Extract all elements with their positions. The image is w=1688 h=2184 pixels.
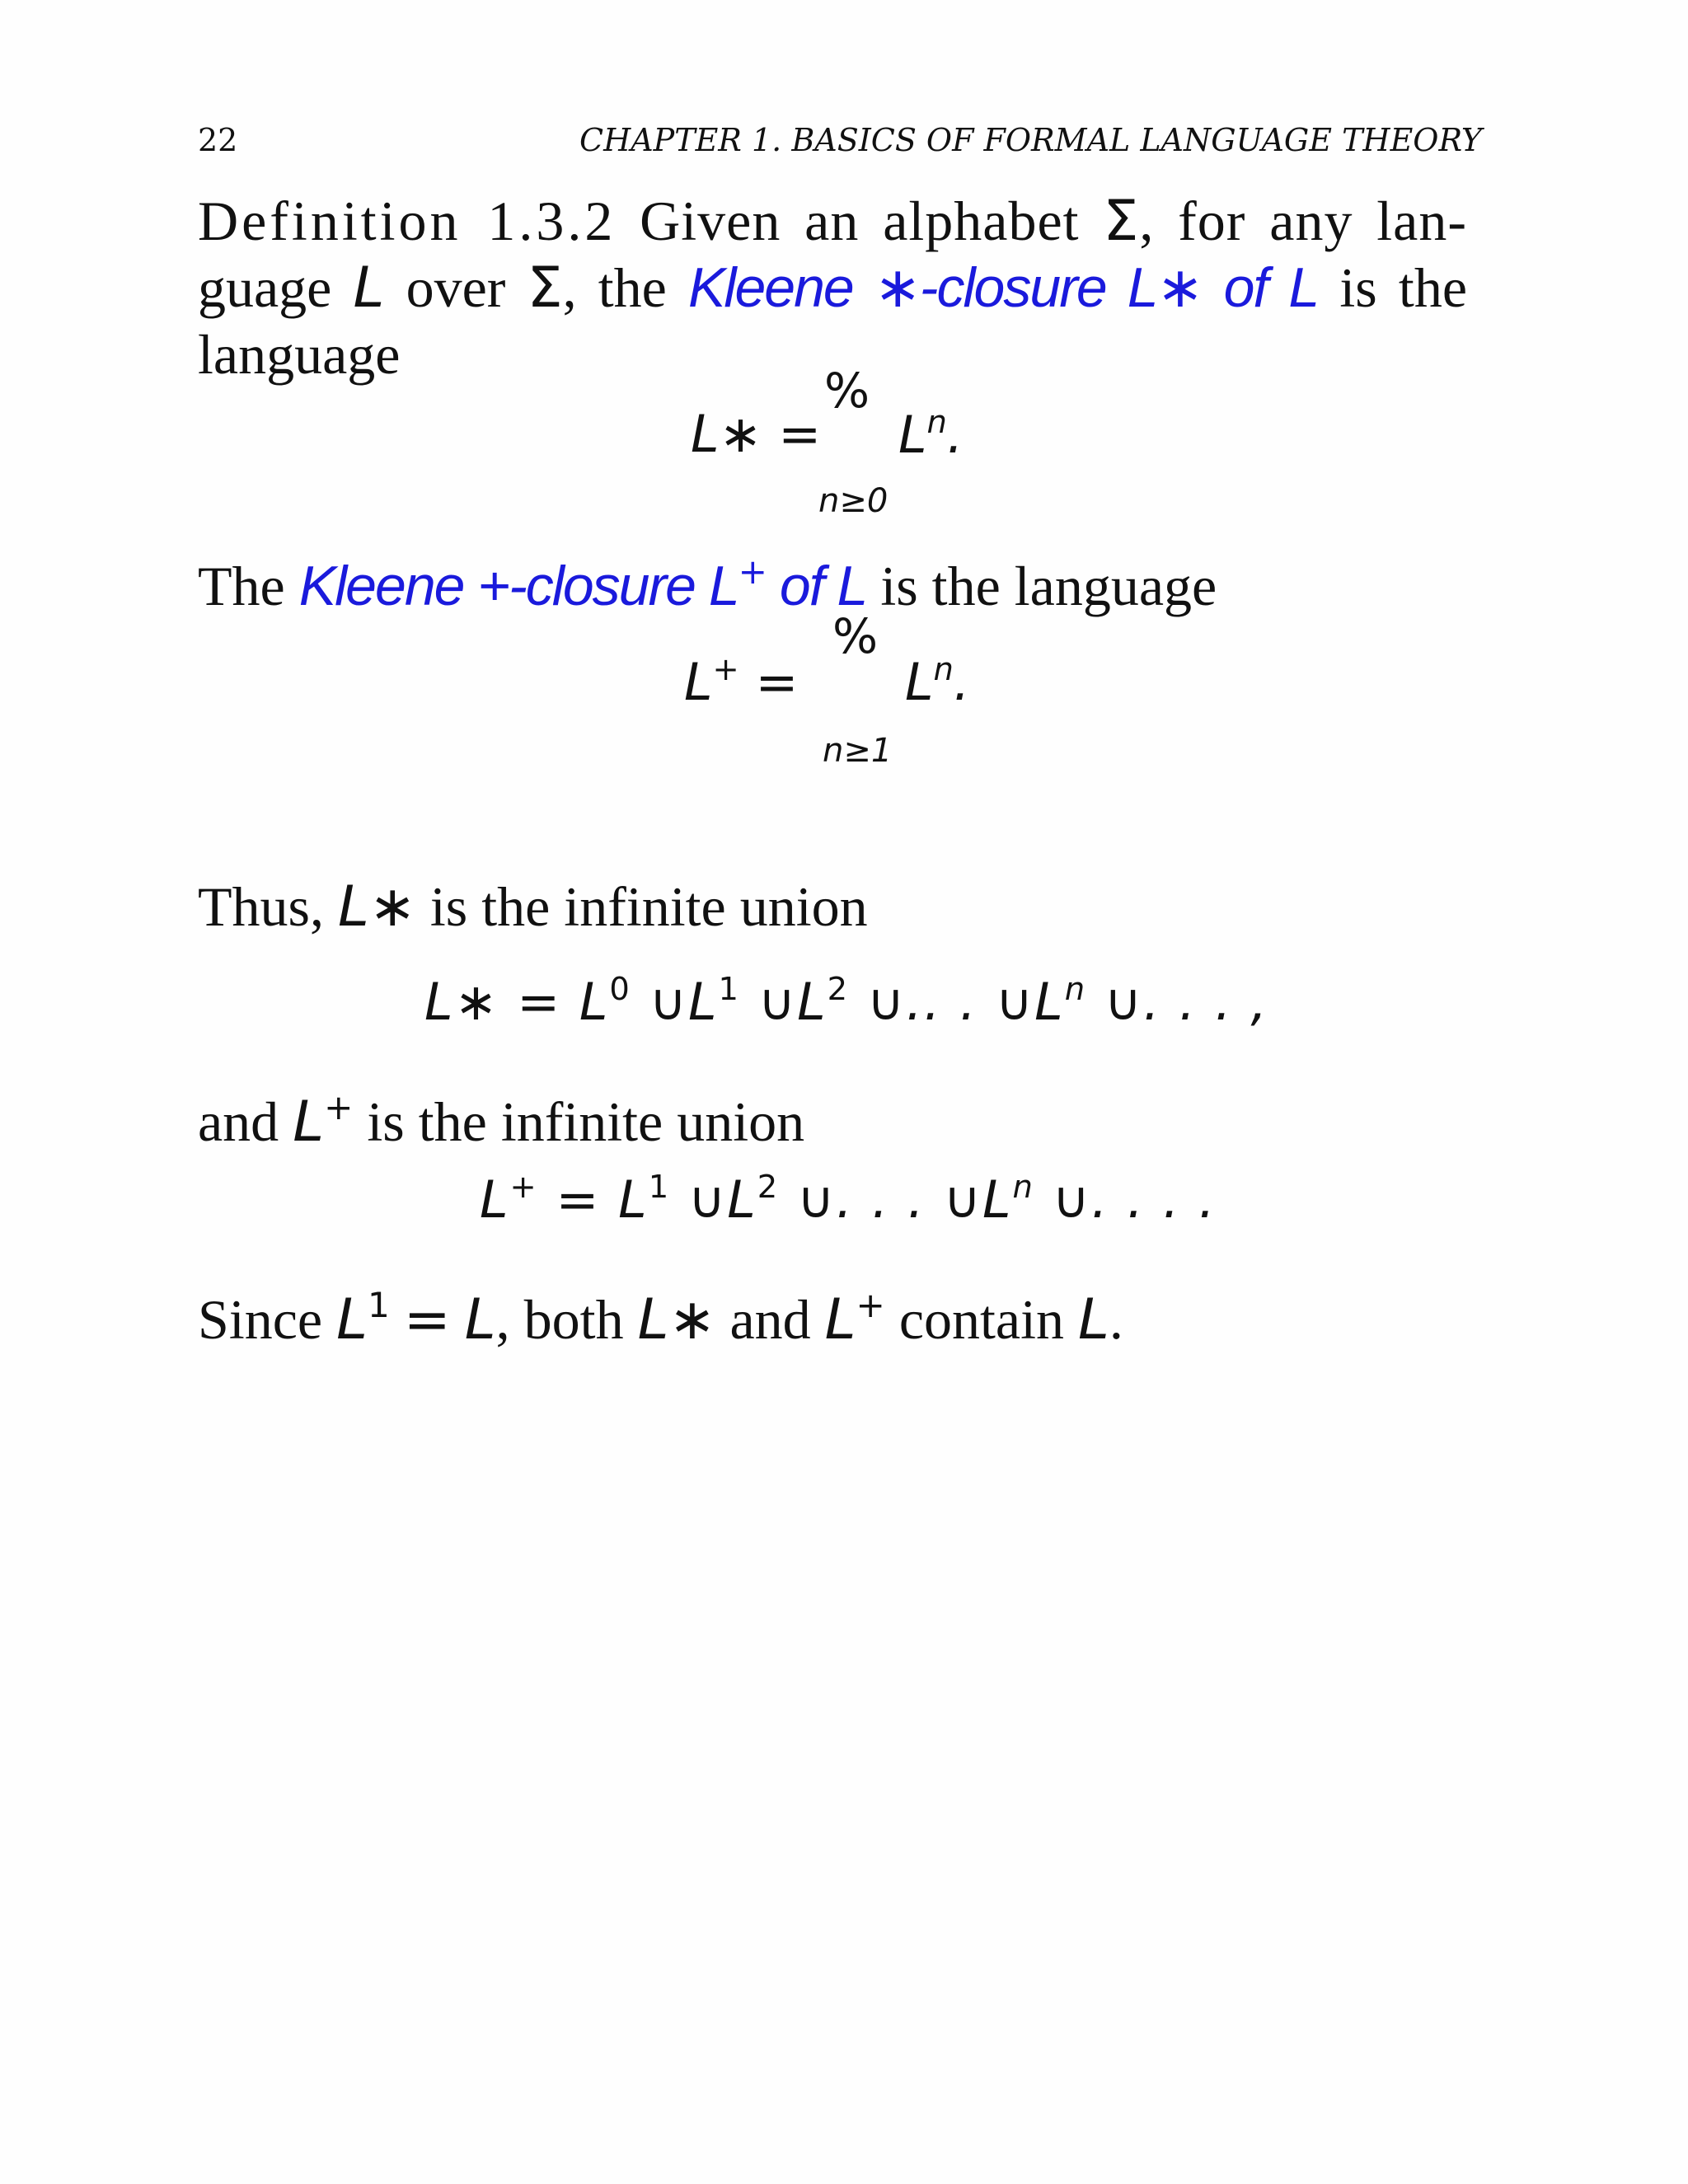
definition-line-2	[198, 255, 1467, 321]
eq-star-rhs: $L^n$.	[898, 404, 964, 465]
union-operator: %	[824, 363, 870, 419]
definition-text: language	[198, 323, 401, 386]
sigma-symbol: Σ	[1103, 189, 1140, 254]
definition-text: guage	[198, 256, 332, 319]
definition-text: Given an alphabet	[640, 190, 1080, 252]
since-line: Since $L^1 = L$, both L∗ and L+ contain L.	[198, 1285, 1123, 1353]
and-line: and L+ is the infinite union	[198, 1087, 805, 1155]
definition-line-1	[198, 188, 1467, 255]
sigma-symbol: Σ	[527, 255, 563, 321]
eq-plus-rhs: $L^n$.	[905, 651, 970, 712]
union-operator: %	[832, 608, 879, 664]
plus-definition-line: The Kleene +-closure L+ of L is the language	[198, 551, 1217, 618]
eq-union-star: L∗ = $L^0$ $\cup L^1$ $\cup L^2$ ∪.. . $\cup L^n$ ∪. . . ,	[424, 971, 1269, 1032]
page-number: 22	[198, 122, 238, 158]
symbol-L: L	[353, 255, 385, 321]
eq-plus-lhs: L+ =	[684, 651, 799, 712]
eq-star-lhs: L∗ =	[691, 404, 822, 464]
eq-plus-index: n≥1	[823, 732, 893, 770]
thus-line: Thus, L∗ is the infinite union	[198, 874, 868, 940]
definition-text: over	[406, 256, 506, 319]
definition-text: is the	[1339, 256, 1468, 319]
term-kleene-star: Kleene ∗-closure L∗ of L	[688, 256, 1319, 319]
definition-label: Definition 1.3.2	[198, 190, 617, 252]
definition-paragraph	[198, 188, 1467, 388]
eq-star-index: n≥0	[818, 482, 889, 520]
definition-text: , for any lan-	[1139, 190, 1467, 252]
definition-text: , the	[562, 256, 667, 319]
running-header: CHAPTER 1. BASICS OF FORMAL LANGUAGE THEORY	[579, 122, 1482, 158]
term-kleene-plus: Kleene +-closure L+ of L	[298, 551, 867, 618]
eq-union-plus: $L^+ = L^1$ $\cup L^2$ ∪. . . $\cup L^n$ ∪. . . .	[480, 1169, 1217, 1230]
